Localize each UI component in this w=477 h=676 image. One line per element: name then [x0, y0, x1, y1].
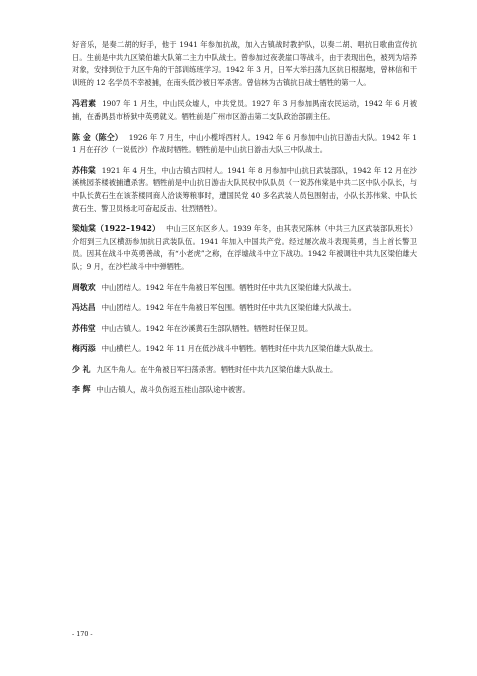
entry-text: 中山古镇人，战斗负伤返五桂山部队途中被害。 — [96, 385, 250, 395]
entry-name: 少 礼 — [72, 364, 91, 374]
biography-entry — [72, 165, 417, 215]
entry-name: 李 辉 — [72, 385, 91, 395]
entry-name: 梅丙添 — [72, 344, 96, 354]
entry-text: 好音乐，是奏二胡的好手，他于 1941 年参加抗战，加入古镇战时教护队，以奏二胡、唱抗日歌曲宣传抗日。生前是中共九区梁伯雄大队第二主力中队战士。曾参加过夜袭崖口等战斗，由于表现出色，被列为培养对象，安排到位于九区牛角的干部训练班学习。1942 年 3 月，日军大举扫荡九区抗日根据地，曾林信和干训班的 12 名学员不幸被捕，在南头低沙被日军杀害。曾信林为古镇抗日战士牺牲的第一人。 — [72, 40, 417, 87]
biography-entry — [72, 384, 417, 397]
entry-name: 梁灿棠（1922–1942） — [72, 224, 161, 234]
entry-text: 中山团结人。1942 年在牛角被日军包围。牺牲时任中共九区梁伯雄大队战士。 — [101, 282, 357, 292]
entry-name: 陈 金（陈仝） — [72, 132, 123, 142]
entry-text: 中山三区东区乡人。1939 年冬，由其表兄陈林（中共三九区武装部队班长）介绍到三九区横沥参加抗日武装队伍。1941 年加入中国共产党。经过屡次战斗表现英勇，当上首长警卫员。因其在战斗中英勇善战，有“小老虎”之称，在浮墟战斗中立下战功。1942 年被调往中共九区梁伯雄大队；9 月，在沙栏战斗中中弹牺牲。 — [72, 224, 418, 271]
entry-name: 冯君素 — [72, 99, 97, 109]
entry-name: 周敬欢 — [72, 282, 96, 292]
entry-text: 中山古镇人。1942 年在沙溪黄石生部队牺牲。牺牲时任保卫员。 — [101, 323, 313, 333]
entry-name: 苏伟棠 — [72, 165, 96, 175]
biography-entry — [72, 98, 417, 123]
entry-text: 九区牛角人。在牛角被日军扫荡杀害。牺牲时任中共九区梁伯雄大队战士。 — [96, 364, 338, 374]
entry-text: 1907 年 1 月生，中山民众墟人，中共党员。1927 年 3 月参加禺南农民运动，1942 年 6 月被捕，在番禺县市桥狱中英勇就义。牺牲前是广州市区游击第二支队政治部副主任。 — [72, 99, 417, 121]
biography-entry — [72, 343, 417, 356]
biography-entry — [72, 132, 417, 157]
entry-text: 中山团结人。1942 年在牛角被日军包围。牺牲时任中共九区梁伯雄大队战士。 — [101, 303, 357, 313]
entry-text: 1926 年 7 月生，中山小榄埒西村人。1942 年 6 月参加中山抗日游击大队。1942 年 11 月在孖沙（一说低沙）作战时牺牲。牺牲前是中山抗日游击大队三中队战士。 — [72, 132, 417, 155]
biography-entry — [72, 323, 417, 336]
biography-entry — [72, 364, 417, 377]
entry-name: 冯达昌 — [72, 303, 96, 313]
page-number: - 170 - — [72, 630, 93, 638]
biography-entry-continuation — [72, 39, 417, 89]
biography-entry — [72, 282, 417, 295]
biography-entry — [72, 223, 417, 273]
document-body — [72, 39, 417, 405]
entry-name: 苏伟堂 — [72, 323, 96, 333]
biography-entry — [72, 302, 417, 315]
entry-text: 中山横栏人。1942 年 11 月在低沙战斗中牺牲。牺牲时任中共九区梁伯雄大队战士。 — [101, 344, 378, 354]
entry-text: 1921 年 4 月生，中山古镇古四村人。1941 年 8 月参加中山抗日武装部队，1942 年 12 月在沙溪桃园茶楼被捕遭杀害。牺牲前是中山抗日游击大队民权中队队员（一说苏伟棠是中共二区中队小队长，与中队长黄石生在该茶楼同商人洽谈筹粮事时，遭国民党 40 多名武装人员包围射击，小队长苏伟棠、中队长黄石生、警卫员杨北可奋起反击、壮烈牺牲）。 — [72, 165, 417, 213]
